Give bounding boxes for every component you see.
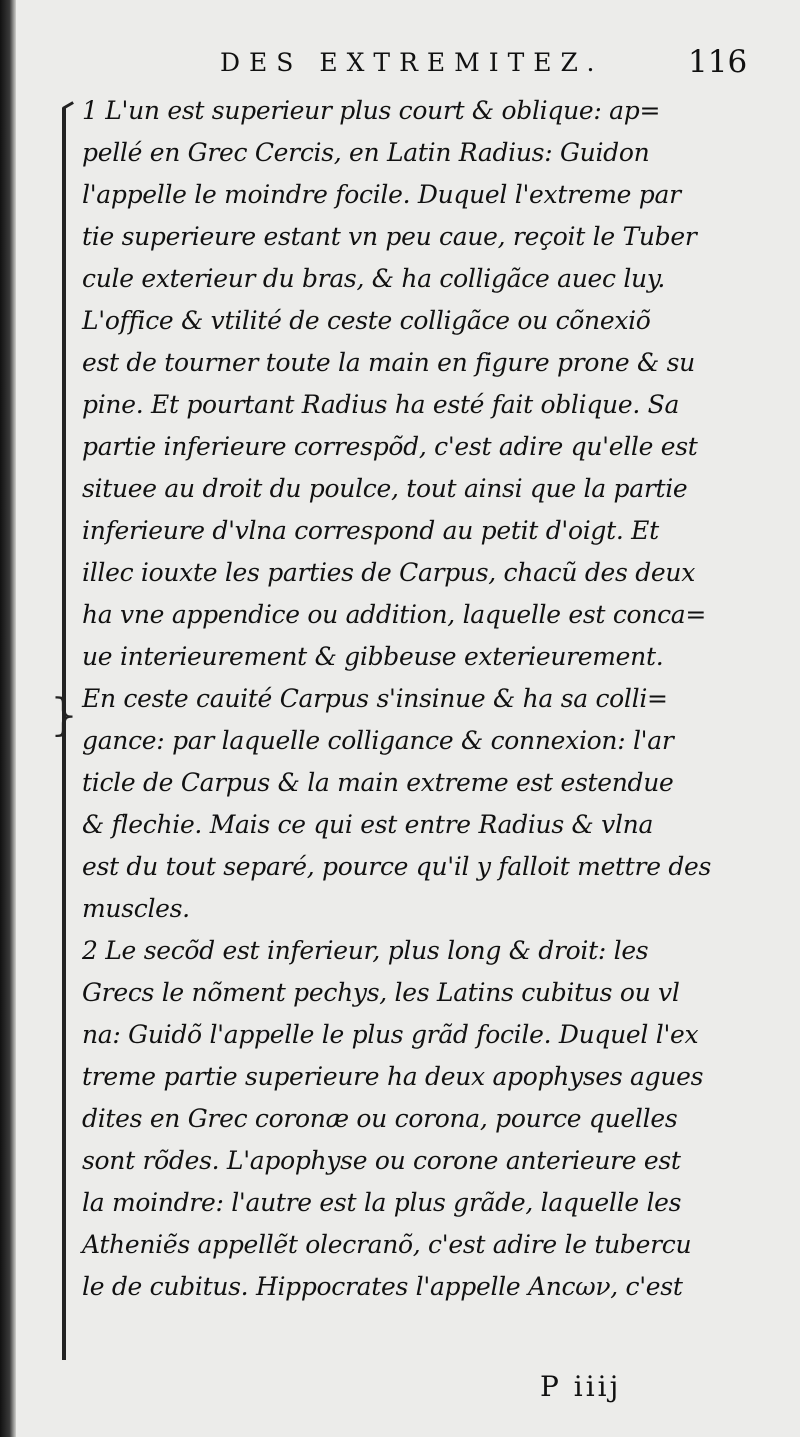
text-line: illec iouxte les parties de Carpus, chacũ des deux (82, 558, 695, 587)
text-line: sont rõdes. L'apophyse ou corone anterieure est (82, 1146, 681, 1175)
text-line: partie inferieure correspõd, c'est adire qu'elle est (82, 432, 698, 461)
page-gutter-shadow (0, 0, 16, 1437)
margin-brace-mark: } (50, 690, 78, 741)
text-line: la moindre: l'autre est la plus grãde, laquelle les (82, 1188, 682, 1217)
running-head: DES EXTREMITEZ. (220, 48, 604, 77)
text-line: tie superieure estant vn peu caue, reçoit le Tuber (82, 222, 697, 251)
text-line: ticle de Carpus & la main extreme est estendue (82, 768, 674, 797)
text-line: situee au droit du poulce, tout ainsi que la partie (82, 474, 688, 503)
text-line: est du tout separé, pource qu'il y falloit mettre des (82, 852, 712, 881)
text-line: muscles. (82, 894, 190, 923)
text-line: na: Guidõ l'appelle le plus grãd focile. Duquel l'ex (82, 1020, 699, 1049)
text-line: dites en Grec coronæ ou corona, pource quelles (82, 1104, 678, 1133)
text-line: treme partie superieure ha deux apophyses agues (82, 1062, 704, 1091)
text-line: 1 L'un est superieur plus court & oblique: ap= (82, 96, 661, 125)
text-line: ha vne appendice ou addition, laquelle est conca= (82, 600, 707, 629)
text-line: Atheniẽs appellẽt olecranõ, c'est adire le tubercu (82, 1230, 692, 1259)
text-line: gance: par laquelle colligance & connexion: l'ar (82, 726, 674, 755)
text-line: cule exterieur du bras, & ha colligãce auec luy. (82, 264, 665, 293)
text-line: l'appelle le moindre focile. Duquel l'extreme par (82, 180, 681, 209)
text-line: Grecs le nõment pechys, les Latins cubitus ou vl (82, 978, 680, 1007)
text-line: inferieure d'vlna correspond au petit d'oigt. Et (82, 516, 659, 545)
page-number: 116 (688, 44, 748, 80)
text-line: L'office & vtilité de ceste colligãce ou cõnexiõ (82, 306, 651, 335)
text-line: 2 Le secõd est inferieur, plus long & droit: les (82, 936, 649, 965)
page-header (0, 44, 800, 84)
text-line: & flechie. Mais ce qui est entre Radius & vlna (82, 810, 654, 839)
text-line: pine. Et pourtant Radius ha esté fait oblique. Sa (82, 390, 680, 419)
text-line: ue interieurement & gibbeuse exterieurement. (82, 642, 664, 671)
signature-mark: P iiij (540, 1370, 622, 1403)
text-line: En ceste cauité Carpus s'insinue & ha sa colli= (82, 684, 668, 713)
body-text (82, 90, 742, 1308)
text-line: est de tourner toute la main en figure prone & su (82, 348, 695, 377)
text-line: pellé en Grec Cercis, en Latin Radius: Guidon (82, 138, 650, 167)
text-line: le de cubitus. Hippocrates l'appelle Ancων, c'est (82, 1272, 683, 1301)
